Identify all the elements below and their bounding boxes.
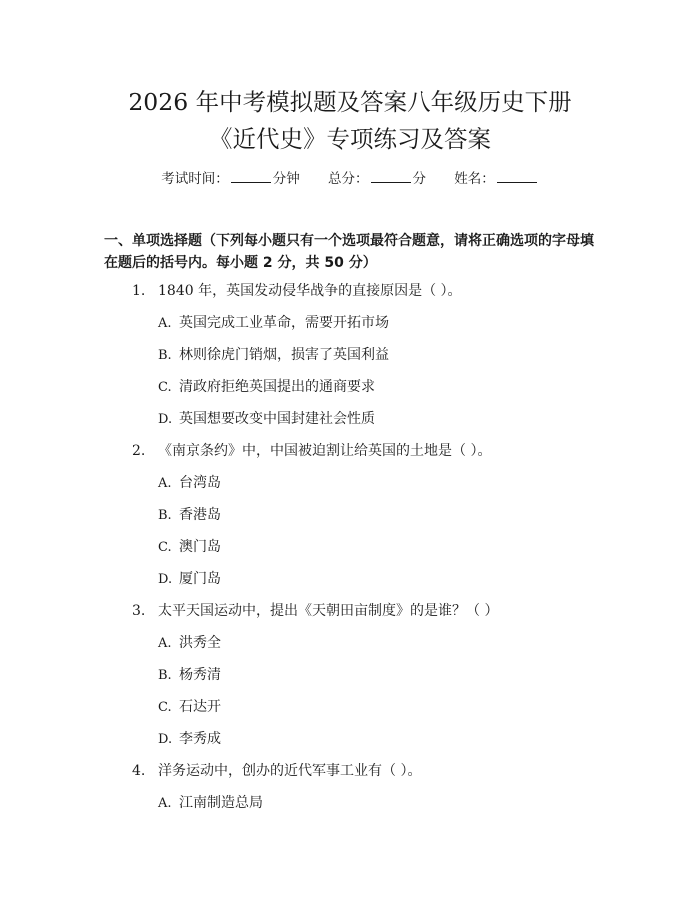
student-name-blank (497, 170, 537, 183)
total-score-unit: 分 (412, 171, 426, 187)
document-title-line-1: 2026 年中考模拟题及答案八年级历史下册 (128, 88, 572, 116)
question-3-option-b (158, 666, 221, 685)
question-2-option-b (158, 506, 221, 525)
option-text: 洪秀全 (179, 635, 221, 651)
exam-time-field (161, 170, 300, 188)
section-heading-line-2: 在题后的括号内。每小题 2 分，共 50 分） (104, 255, 377, 271)
option-label: A. (158, 796, 172, 811)
option-label: C. (158, 380, 172, 395)
question-number: 1. (132, 283, 146, 299)
option-text: 石达开 (179, 699, 221, 715)
question-number: 4. (132, 763, 146, 779)
question-1-option-d (158, 410, 375, 429)
question-4 (132, 762, 421, 780)
option-label: A. (158, 476, 172, 491)
question-text: 洋务运动中，创办的近代军事工业有（ ）。 (158, 763, 422, 779)
total-score-label: 总分： (328, 171, 369, 187)
option-text: 清政府拒绝英国提出的通商要求 (179, 379, 375, 395)
question-text: 《南京条约》中，中国被迫割让给英国的土地是（ ）。 (158, 443, 492, 459)
question-2-option-c (158, 538, 221, 557)
exam-time-label: 考试时间： (161, 171, 229, 187)
student-name-field (454, 170, 539, 188)
section-heading-line-1: 一、单项选择题（下列每小题只有一个选项最符合题意，请将正确选项的字母填 (104, 233, 594, 249)
option-text: 香港岛 (179, 507, 221, 523)
option-text: 英国完成工业革命，需要开拓市场 (179, 315, 389, 331)
question-1-option-b (158, 346, 389, 365)
option-text: 江南制造总局 (179, 795, 263, 811)
option-text: 林则徐虎门销烟，损害了英国利益 (179, 347, 389, 363)
option-label: D. (158, 732, 173, 747)
exam-time-unit: 分钟 (272, 171, 300, 187)
option-label: A. (158, 316, 172, 331)
question-2-option-d (158, 570, 221, 589)
exam-info-line (0, 170, 700, 188)
option-label: B. (158, 668, 172, 683)
question-2 (132, 442, 491, 460)
option-text: 台湾岛 (179, 475, 221, 491)
question-1-option-c (158, 378, 375, 397)
question-text: 太平天国运动中，提出《天朝田亩制度》的是谁？（ ） (158, 603, 499, 619)
question-3-option-c (158, 698, 221, 717)
option-label: B. (158, 508, 172, 523)
student-name-label: 姓名： (454, 171, 495, 187)
section-heading (104, 230, 624, 274)
option-label: C. (158, 700, 172, 715)
option-text: 澳门岛 (179, 539, 221, 555)
question-text: 1840 年，英国发动侵华战争的直接原因是（ ）。 (158, 283, 462, 299)
option-text: 厦门岛 (179, 571, 221, 587)
question-3 (132, 602, 498, 620)
question-2-option-a (158, 474, 221, 493)
question-1 (132, 282, 462, 300)
question-3-option-a (158, 634, 221, 653)
exam-time-blank (231, 170, 271, 183)
question-number: 3. (132, 603, 146, 619)
option-label: D. (158, 412, 173, 427)
question-4-option-a (158, 794, 263, 813)
question-1-option-a (158, 314, 389, 333)
total-score-field (328, 170, 426, 188)
option-text: 英国想要改变中国封建社会性质 (179, 411, 375, 427)
option-label: C. (158, 540, 172, 555)
total-score-blank (371, 170, 411, 183)
option-label: B. (158, 348, 172, 363)
question-3-option-d (158, 730, 221, 749)
option-label: A. (158, 636, 172, 651)
question-number: 2. (132, 443, 146, 459)
document-title-line-2: 《近代史》专项练习及答案 (209, 125, 491, 153)
option-text: 杨秀清 (179, 667, 221, 683)
option-label: D. (158, 572, 173, 587)
option-text: 李秀成 (179, 731, 221, 747)
